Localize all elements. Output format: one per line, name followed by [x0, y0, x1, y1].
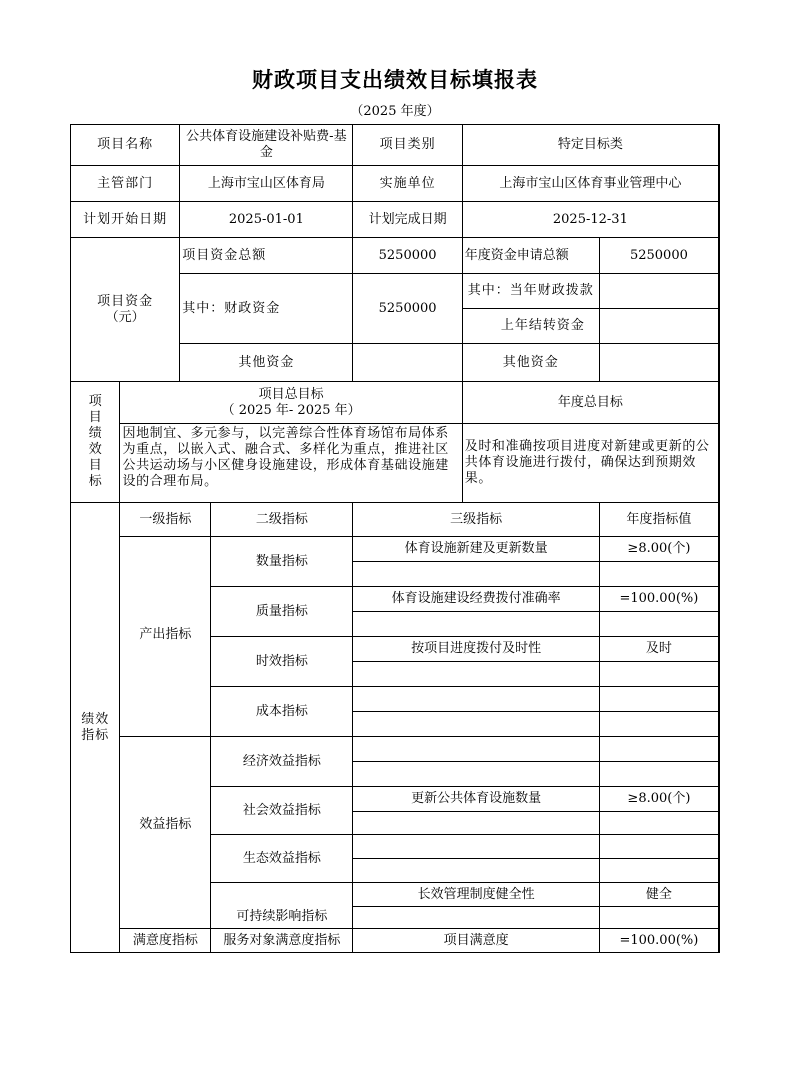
cost-value-1	[599, 687, 719, 712]
indicators-label-line2: 指标	[81, 727, 110, 743]
ecological-item-1	[353, 835, 599, 859]
social-value-1: ≥8.00(个)	[599, 787, 719, 812]
overall-goal-header	[120, 382, 462, 424]
annual-request-value: 5250000	[599, 238, 719, 274]
quantity-item-2	[353, 562, 599, 587]
output-indicator-label: 产出指标	[120, 537, 211, 737]
executor-label: 实施单位	[353, 166, 462, 202]
overall-goal-label-line2: （ 2025 年- 2025 年）	[221, 402, 361, 418]
supervisor-value: 上海市宝山区体育局	[180, 166, 353, 202]
sustainable-item-1: 长效管理制度健全性	[353, 883, 599, 907]
indicators-section-label	[71, 503, 120, 953]
carryover-value	[599, 309, 719, 344]
goals-section-label: 项目绩效目标	[71, 382, 120, 503]
start-date-value: 2025-01-01	[180, 202, 353, 238]
other-funds-value-left	[353, 344, 462, 382]
annual-goal-label: 年度总目标	[462, 382, 719, 424]
timeliness-indicator-label: 时效指标	[211, 637, 353, 687]
quantity-indicator-label: 数量指标	[211, 537, 353, 587]
current-year-value	[599, 274, 719, 309]
project-name-label: 项目名称	[71, 125, 180, 166]
annual-request-label: 年度资金申请总额	[462, 238, 599, 274]
social-item-1: 更新公共体育设施数量	[353, 787, 599, 812]
col-level2-header: 二级指标	[211, 503, 353, 537]
quality-indicator-label: 质量指标	[211, 587, 353, 637]
ecological-indicator-label: 生态效益指标	[211, 835, 353, 883]
row-supervisor	[71, 166, 720, 202]
row-goals-text	[71, 424, 720, 503]
other-funds-value-right	[599, 344, 719, 382]
row-funds-total	[71, 238, 720, 274]
quantity-item-1: 体育设施新建及更新数量	[353, 537, 599, 562]
row-goals-header	[71, 382, 720, 424]
cost-value-2	[599, 712, 719, 737]
service-satisfaction-label: 服务对象满意度指标	[211, 929, 353, 953]
sustainable-indicator-label: 可持续影响指标	[211, 883, 353, 929]
start-date-label: 计划开始日期	[71, 202, 180, 238]
overall-goal-label-line1: 项目总目标	[258, 386, 324, 402]
total-funds-value: 5250000	[353, 238, 462, 274]
fiscal-funds-label: 其中：财政资金	[180, 274, 353, 344]
annual-goal-text: 及时和准确按项目进度对新建或更新的公共体育设施进行拨付，确保达到预期效果。	[462, 424, 719, 503]
quantity-value-2	[599, 562, 719, 587]
row-dates	[71, 202, 720, 238]
satisfaction-item-1: 项目满意度	[353, 929, 599, 953]
quality-item-2	[353, 612, 599, 637]
ecological-value-1	[599, 835, 719, 859]
sustainable-value-2	[599, 907, 719, 929]
quality-item-1: 体育设施建设经费拨付准确率	[353, 587, 599, 612]
row-economic-1	[71, 737, 720, 762]
row-satisfaction	[71, 929, 720, 953]
satisfaction-value-1: =100.00(%)	[599, 929, 719, 953]
carryover-label: 上年结转资金	[462, 309, 599, 344]
col-value-header: 年度指标值	[599, 503, 719, 537]
ecological-value-2	[599, 859, 719, 883]
cost-item-2	[353, 712, 599, 737]
project-category-label: 项目类别	[353, 125, 462, 166]
funds-label-line1: 项目资金	[97, 293, 154, 309]
funds-section-label	[71, 238, 180, 382]
economic-value-1	[599, 737, 719, 762]
social-value-2	[599, 812, 719, 835]
timeliness-item-1: 按项目进度拨付及时性	[353, 637, 599, 662]
performance-goal-table	[70, 124, 720, 953]
economic-item-2	[353, 762, 599, 787]
quantity-value-1: ≥8.00(个)	[599, 537, 719, 562]
executor-value: 上海市宝山区体育事业管理中心	[462, 166, 719, 202]
supervisor-label: 主管部门	[71, 166, 180, 202]
indicators-label-line1: 绩效	[81, 711, 110, 727]
row-project-name	[71, 125, 720, 166]
economic-item-1	[353, 737, 599, 762]
benefit-indicator-label: 效益指标	[120, 737, 211, 929]
funds-label-line2: （元）	[105, 309, 145, 325]
row-indicator-header	[71, 503, 720, 537]
economic-value-2	[599, 762, 719, 787]
overall-goal-text: 因地制宜、多元参与，以完善综合性体育场馆布局体系为重点，以嵌入式、融合式、多样化为重点，推进社区公共运动场与小区健身设施建设，形成体育基础设施建设的合理布局。	[120, 424, 462, 503]
ecological-item-2	[353, 859, 599, 883]
other-funds-label-right: 其他资金	[462, 344, 599, 382]
col-level1-header: 一级指标	[120, 503, 211, 537]
page-title: 财政项目支出绩效目标填报表	[252, 68, 538, 92]
project-category-value: 特定目标类	[462, 125, 719, 166]
end-date-value: 2025-12-31	[462, 202, 719, 238]
col-level3-header: 三级指标	[353, 503, 599, 537]
cost-item-1	[353, 687, 599, 712]
sustainable-item-2	[353, 907, 599, 929]
total-funds-label: 项目资金总额	[180, 238, 353, 274]
social-item-2	[353, 812, 599, 835]
current-year-label: 其中：当年财政拨款	[462, 274, 599, 309]
project-name-value: 公共体育设施建设补贴费-基金	[180, 125, 353, 166]
cost-indicator-label: 成本指标	[211, 687, 353, 737]
quality-value-1: =100.00(%)	[599, 587, 719, 612]
quality-value-2	[599, 612, 719, 637]
other-funds-label-left: 其他资金	[180, 344, 353, 382]
row-quantity-1	[71, 537, 720, 562]
timeliness-item-2	[353, 662, 599, 687]
timeliness-value-2	[599, 662, 719, 687]
economic-indicator-label: 经济效益指标	[211, 737, 353, 787]
report-year: （2025 年度）	[350, 104, 440, 119]
timeliness-value-1: 及时	[599, 637, 719, 662]
end-date-label: 计划完成日期	[353, 202, 462, 238]
satisfaction-indicator-label: 满意度指标	[120, 929, 211, 953]
social-indicator-label: 社会效益指标	[211, 787, 353, 835]
sustainable-value-1: 健全	[599, 883, 719, 907]
fiscal-funds-value: 5250000	[353, 274, 462, 344]
